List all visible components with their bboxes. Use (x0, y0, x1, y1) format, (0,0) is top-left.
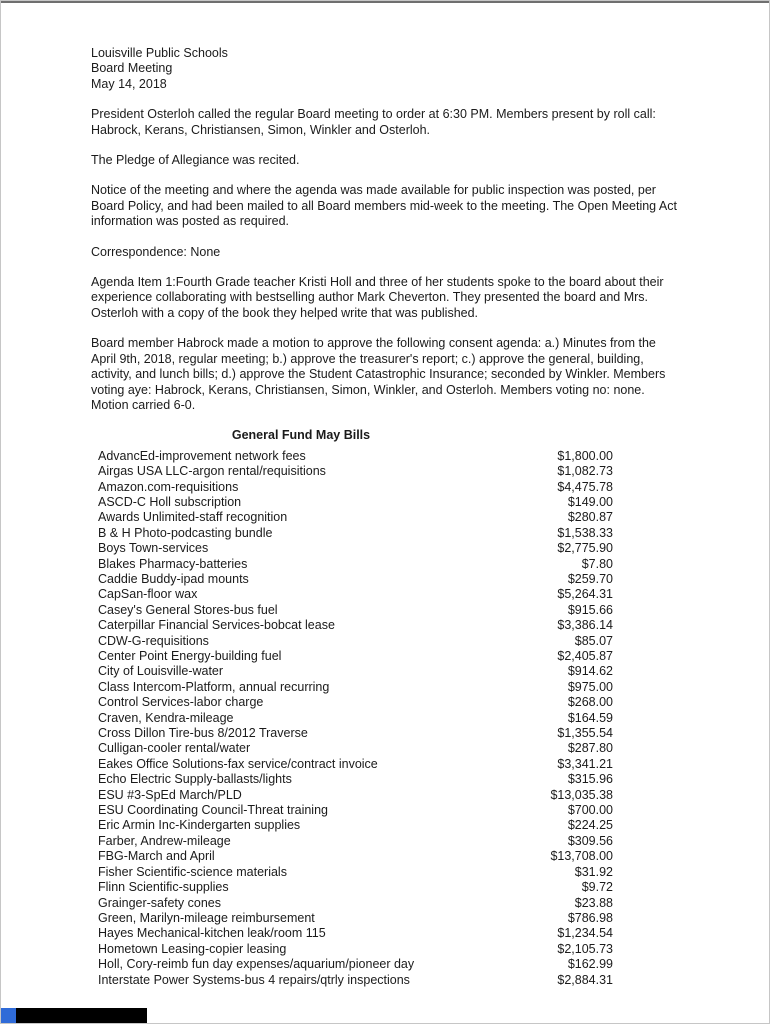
bill-row (91, 449, 613, 464)
bill-amount: $280.87 (567, 510, 613, 525)
bill-name: Boys Town-services (98, 541, 209, 556)
bill-amount: $3,386.14 (557, 618, 613, 633)
bill-name: Center Point Energy-building fuel (98, 649, 282, 663)
bill-row (91, 557, 613, 572)
bill-name: Caterpillar Financial Services-bobcat lease (98, 618, 335, 633)
bill-row (91, 911, 613, 926)
bill-name: Culligan-cooler rental/water (98, 741, 251, 756)
bill-name: Flinn Scientific-supplies (98, 880, 229, 895)
bill-name: Awards Unlimited-staff recognition (98, 510, 288, 525)
bill-row (91, 803, 613, 818)
bills-list (91, 449, 613, 988)
bill-amount: $1,234.54 (557, 926, 613, 941)
bill-name: Control Services-labor charge (98, 695, 264, 710)
bill-row (91, 788, 613, 803)
bill-row (91, 587, 613, 602)
bill-row (91, 480, 613, 495)
paragraph: Correspondence: None (91, 244, 221, 259)
bill-amount: $1,800.00 (557, 448, 613, 463)
bill-name: Casey's General Stores-bus fuel (98, 602, 278, 617)
bill-row (91, 495, 613, 510)
bill-name: City of Louisville-water (98, 664, 224, 679)
bill-name: Green, Marilyn-mileage reimbursement (98, 910, 315, 925)
document-header (91, 46, 683, 92)
bill-amount: $1,538.33 (557, 525, 613, 540)
bill-amount: $4,475.78 (557, 479, 613, 494)
header-line-date: May 14, 2018 (91, 76, 167, 91)
bill-amount: $13,035.38 (550, 787, 613, 802)
bill-amount: $309.56 (567, 833, 613, 848)
bill-amount: $2,884.31 (557, 972, 613, 987)
bill-amount: $786.98 (567, 910, 613, 925)
bill-amount: $149.00 (567, 494, 613, 509)
bill-row (91, 572, 613, 587)
bill-row (91, 711, 613, 726)
bill-amount: $2,405.87 (557, 649, 613, 663)
bill-amount: $85.07 (574, 633, 613, 648)
bill-row (91, 680, 613, 695)
bill-amount: $31.92 (574, 864, 613, 879)
bill-row (91, 664, 613, 679)
bill-amount: $23.88 (574, 895, 613, 910)
paragraph: Notice of the meeting and where the agenda was made available for public inspection was posted, per Board Policy, and had been mailed to all Board members mid-week to the meeting. The Open Meeting Act information was posted as required. (91, 183, 677, 229)
bill-name: Cross Dillon Tire-bus 8/2012 Traverse (98, 726, 308, 741)
bill-amount: $3,341.21 (557, 756, 613, 771)
bill-row (91, 726, 613, 741)
bill-amount: $1,355.54 (557, 726, 613, 741)
bill-row (91, 695, 613, 710)
bill-row (91, 973, 613, 988)
bill-row (91, 634, 613, 649)
bill-amount: $5,264.31 (557, 587, 613, 602)
paragraph: President Osterloh called the regular Board meeting to order at 6:30 PM. Members present by roll call: Habrock, Kerans, Christiansen, Simon, Winkler and Osterloh. (91, 107, 656, 137)
bill-amount: $13,708.00 (550, 849, 613, 864)
bill-name: FBG-March and April (98, 849, 215, 864)
bill-row (91, 526, 613, 541)
bill-amount: $1,082.73 (557, 464, 613, 479)
bill-row (91, 649, 613, 664)
paragraph: Board member Habrock made a motion to approve the following consent agenda: a.) Minutes from the April 9th, 2018, regular meeting; b.) approve the treasurer's report; c.) approve the general, building, activity, and lunch bills; d.) approve the Student Catastrophic Insurance; seconded by Winkler. Members voting aye: Habrock, Kerans, Christiansen, Simon, Winkler, and Osterloh. Members voting no: none. Motion carried 6-0. (91, 336, 666, 412)
bill-row (91, 510, 613, 525)
bill-amount: $162.99 (567, 957, 613, 972)
bill-name: Grainger-safety cones (98, 895, 221, 910)
bill-amount: $2,105.73 (557, 941, 613, 956)
paragraph: Agenda Item 1:Fourth Grade teacher Kristi Holl and three of her students spoke to the board about their experience collaborating with bestselling author Mark Cheverton. They presented the board and Mrs. Osterloh with a copy of the book they helped write that was published. (91, 275, 664, 320)
bill-name: ESU Coordinating Council-Threat training (98, 803, 328, 818)
paragraph: The Pledge of Allegiance was recited. (91, 153, 300, 168)
bill-name: Eakes Office Solutions-fax service/contract invoice (98, 756, 378, 771)
bill-amount: $2,775.90 (557, 541, 613, 556)
bill-amount: $700.00 (567, 803, 613, 818)
header-line-org: Louisville Public Schools (91, 46, 228, 60)
page-top-edge (1, 1, 769, 3)
bill-name: ESU #3-SpEd March/PLD (98, 787, 242, 802)
bill-amount: $268.00 (567, 695, 613, 710)
bill-name: Amazon.com-requisitions (98, 479, 239, 494)
bill-name: CapSan-floor wax (98, 587, 198, 602)
bill-amount: $915.66 (567, 602, 613, 617)
bill-name: Craven, Kendra-mileage (98, 710, 234, 725)
bill-row (91, 541, 613, 556)
document-content (91, 46, 683, 988)
bills-section-title: General Fund May Bills (231, 428, 371, 443)
bill-row (91, 926, 613, 941)
bill-row (91, 942, 613, 957)
watermark-logo (1, 1008, 16, 1023)
bill-amount: $914.62 (567, 664, 613, 679)
bill-name: Hayes Mechanical-kitchen leak/room 115 (98, 926, 326, 941)
bill-name: ASCD-C Holl subscription (98, 494, 242, 509)
bill-name: AdvancEd-improvement network fees (98, 448, 306, 463)
bill-name: Class Intercom-Platform, annual recurring (98, 679, 330, 694)
bill-amount: $287.80 (567, 741, 613, 756)
bill-row (91, 603, 613, 618)
bill-name: B & H Photo-podcasting bundle (98, 525, 273, 540)
bill-row (91, 834, 613, 849)
bill-row (91, 818, 613, 833)
bill-name: Airgas USA LLC-argon rental/requisitions (98, 464, 326, 479)
bill-row (91, 757, 613, 772)
bill-amount: $224.25 (567, 818, 613, 833)
header-line-meeting: Board Meeting (91, 61, 173, 76)
watermark-bar (1, 1008, 147, 1023)
bill-amount: $259.70 (567, 571, 613, 586)
bill-amount: $975.00 (567, 679, 613, 694)
bill-row (91, 464, 613, 479)
bill-name: Caddie Buddy-ipad mounts (98, 571, 249, 586)
bill-name: CDW-G-requisitions (98, 633, 209, 648)
bill-name: Eric Armin Inc-Kindergarten supplies (98, 818, 301, 833)
bill-row (91, 618, 613, 633)
bill-amount: $315.96 (567, 772, 613, 787)
bill-amount: $7.80 (581, 556, 613, 571)
bill-name: Farber, Andrew-mileage (98, 833, 231, 848)
bill-amount: $9.72 (581, 880, 613, 895)
bill-row (91, 865, 613, 880)
bill-row (91, 880, 613, 895)
bill-row (91, 957, 613, 972)
bill-name: Hometown Leasing-copier leasing (98, 941, 287, 956)
bill-name: Fisher Scientific-science materials (98, 864, 287, 879)
bill-row (91, 849, 613, 864)
bill-name: Holl, Cory-reimb fun day expenses/aquarium/pioneer day (98, 957, 415, 972)
bill-row (91, 896, 613, 911)
bill-name: Echo Electric Supply-ballasts/lights (98, 772, 292, 787)
bill-amount: $164.59 (567, 710, 613, 725)
bill-row (91, 741, 613, 756)
bill-name: Interstate Power Systems-bus 4 repairs/qtrly inspections (98, 972, 410, 987)
bill-name: Blakes Pharmacy-batteries (98, 556, 248, 571)
bill-row (91, 772, 613, 787)
